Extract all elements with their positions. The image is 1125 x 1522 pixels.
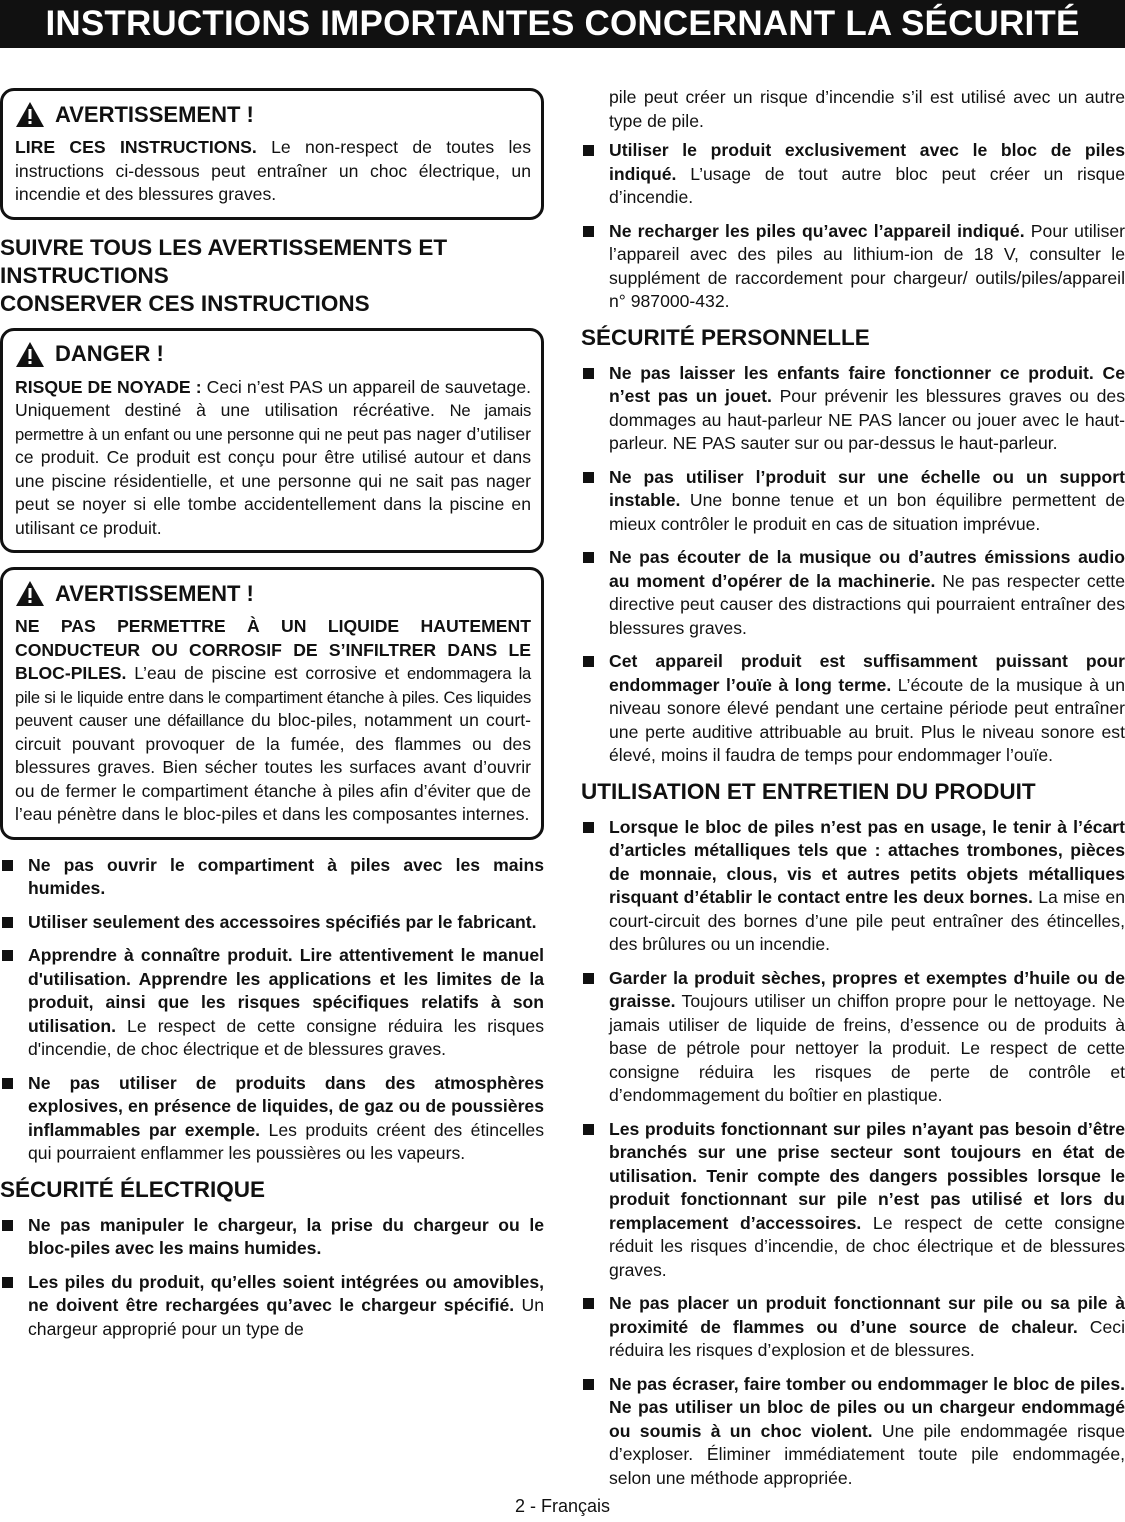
square-bullet-icon xyxy=(583,1124,594,1135)
battery-list xyxy=(581,86,1125,314)
box-label: AVERTISSEMENT ! xyxy=(55,580,254,606)
page-footer: 2 - Français xyxy=(514,1496,611,1516)
box-text: Le non-respect de toutes les instructions ci-dessous peut entraîner un choc électrique, un incendie et des blessures graves. xyxy=(15,137,532,204)
square-bullet-icon xyxy=(583,1379,594,1390)
square-bullet-icon xyxy=(2,917,13,928)
list-item: Apprendre à connaître produit. Lire attentivement le manuel d'utilisation. Apprendre les applications et les limites de la produit, ainsi que les risques spécifiques relatifs à son utilisation. Le respect de cette consigne réduira les risques d'incendie, de choc électrique et de blessures graves. xyxy=(0,944,544,1062)
box-label: DANGER ! xyxy=(55,341,164,366)
list-item: Utiliser le produit exclusivement avec le bloc de piles indiqué. L’usage de tout autre bloc peut créer un risque d’incendie. xyxy=(581,139,1125,210)
warning-box-instructions xyxy=(0,88,544,220)
general-safety-list xyxy=(0,854,544,1166)
square-bullet-icon xyxy=(583,1298,594,1309)
warning-triangle-icon xyxy=(15,580,45,607)
square-bullet-icon xyxy=(583,368,594,379)
list-item-continued: pile peut créer un risque d’incendie s’il est utilisé avec un autre type de pile. xyxy=(609,87,1125,131)
box-text: L’eau de piscine est corrosive et xyxy=(126,663,400,683)
list-item: Ne pas ouvrir le compartiment à piles avec les mains humides. xyxy=(0,854,544,901)
box-text: pas nager d’utiliser ce produit. Ce produit est conçu pour être utilisé autour et dans une piscine résidentielle, et une personne qui ne sait pas nager peut se noyer si elle tombe accidentellement dans la piscine en utilisant ce produit. xyxy=(15,423,531,538)
section-heading-usage: UTILISATION ET ENTRETIEN DU PRODUIT xyxy=(581,778,1036,804)
square-bullet-icon xyxy=(2,950,13,961)
box-bold-text: LIRE CES INSTRUCTIONS. xyxy=(15,137,257,157)
box-text: Ne jamais permettre à un enfant ou une personne qui ne peut xyxy=(15,401,531,444)
square-bullet-icon xyxy=(583,552,594,563)
box-bold-text: RISQUE DE NOYADE : xyxy=(15,376,202,397)
list-item: Les piles du produit, qu’elles soient intégrées ou amovibles, ne doivent être rechargées qu’avec le chargeur spécifié. Un chargeur approprié pour un type de xyxy=(0,1271,544,1342)
square-bullet-icon xyxy=(2,1220,13,1231)
list-item: Ne recharger les piles qu’avec l’appareil indiqué. Pour utiliser l’appareil avec des piles au lithium-ion de 18 V, consulter le supplément de raccordement pour chargeur/ outils/piles/appareil n° 987000-432. xyxy=(581,220,1125,314)
square-bullet-icon xyxy=(583,472,594,483)
section-heading-personal: SÉCURITÉ PERSONNELLE xyxy=(581,324,870,350)
list-item: Garder la produit sèches, propres et exemptes d’huile ou de graisse. Toujours utiliser un chiffon propre pour le nettoyage. Ne jamais utiliser de liquide de freins, d’essence ou de produits à base de pétrole pour nettoyer la produit. Le respect de cette consigne réduira les risques de perte de contrôle et d’endommagement du boîtier en plastique. xyxy=(581,967,1125,1108)
list-item: Ne pas utiliser de produits dans des atmosphères explosives, en présence de liquides, de gaz ou de poussières inflammables par exemple. Les produits créent des étincelles qui pourraient enflammer les poussières ou les vapeurs. xyxy=(0,1072,544,1166)
list-item: Ne pas placer un produit fonctionnant sur pile ou sa pile à proximité de flammes ou d’une source de chaleur. Ceci réduira les risques d’explosion et de blessures. xyxy=(581,1292,1125,1363)
list-item: Les produits fonctionnant sur piles n’ayant pas besoin d’être branchés sur une prise secteur sont toujours en état de utilisation. Tenir compte des dangers possibles lorsque le produit fonctionnant sur pile n’est pas utilisé et lors du remplacement d’accessoires. Le respect de cette consigne réduit les risques d’incendie, de choc électrique et de blessures graves. xyxy=(581,1118,1125,1283)
list-item: Ne pas écouter de la musique ou d’autres émissions audio au moment d’opérer de la machinerie. Ne pas respecter cette directive peut causer des distractions qui pourraient entraîner des blessures graves. xyxy=(581,546,1125,640)
square-bullet-icon xyxy=(583,822,594,833)
box-text: endommagera la pile si le liquide entre dans le compartiment étanche à piles. Ces liquides peuvent causer une défaillance xyxy=(15,664,531,730)
box-text: Ceci n’est PAS un appareil de sauvetage. Uniquement destiné à une utilisation récréative. xyxy=(15,376,531,420)
box-label: AVERTISSEMENT ! xyxy=(55,101,254,127)
square-bullet-icon xyxy=(583,656,594,667)
box-text: du bloc-piles, notamment un court-circuit pouvant provoquer de la fumée, des flammes ou des blessures graves. Bien sécher toutes les surfaces avant d’ouvrir ou de fermer le compartiment étanche à piles afin d’éviter que de l’eau pénètre dans le bloc-piles et dans les composantes internes. xyxy=(15,710,531,824)
list-item: Ne pas laisser les enfants faire fonctionner ce produit. Ce n’est pas un jouet. Pour prévenir les blessures graves ou des dommages au haut-parleur NE PAS lancer ou jouer avec le haut-parleur. NE PAS sauter sur ou par-dessus le haut-parleur. xyxy=(581,362,1125,456)
square-bullet-icon xyxy=(2,1078,13,1089)
left-column xyxy=(0,88,544,1351)
list-item: Cet appareil produit est suffisamment puissant pour endommager l’ouïe à long terme. L’écoute de la musique à un niveau sonore élevé pendant une certaine période peut entraîner une perte auditive attribuable au bruit. Plus le niveau sonore est élevé, moins il faudra de temps pour endommager l’ouïe. xyxy=(581,650,1125,768)
personal-safety-list xyxy=(581,362,1125,768)
square-bullet-icon xyxy=(2,860,13,871)
electrical-safety-list xyxy=(0,1214,544,1342)
section-heading-electrical: SÉCURITÉ ÉLECTRIQUE xyxy=(0,1176,266,1202)
square-bullet-icon xyxy=(2,1277,13,1288)
box-bold-text: NE PAS PERMETTRE À UN LIQUIDE HAUTEMENT CONDUCTEUR OU CORROSIF DE S’INFILTRER DANS LE BLOC-PILES. xyxy=(15,616,531,683)
square-bullet-icon xyxy=(583,145,594,156)
square-bullet-icon xyxy=(583,226,594,237)
list-item: Ne pas utiliser l’produit sur une échelle ou un support instable. Une bonne tenue et un bon équilibre permettent de mieux contrôler le produit en cas de situation imprévue. xyxy=(581,466,1125,537)
warning-triangle-icon xyxy=(15,341,45,368)
list-item: Ne pas écraser, faire tomber ou endommager le bloc de piles. Ne pas utiliser un bloc de piles ou un chargeur endommagé ou soumis à un choc violent. Une pile endommagée risque d’exploser. Éliminer immédiatement toute pile endommagée, selon une méthode appropriée. xyxy=(581,1373,1125,1491)
right-column xyxy=(581,86,1125,1500)
usage-care-list xyxy=(581,816,1125,1491)
square-bullet-icon xyxy=(583,973,594,984)
danger-box-drowning xyxy=(0,328,544,554)
list-item: Ne pas manipuler le chargeur, la prise du chargeur ou le bloc-piles avec les mains humides. xyxy=(0,1214,544,1261)
list-item: Utiliser seulement des accessoires spécifiés par le fabricant. xyxy=(0,911,544,935)
list-item: Lorsque le bloc de piles n’est pas en usage, le tenir à l’écart d’articles métalliques tels que : attaches trombones, pièces de monnaie, clous, vis et autres petits objets métalliques risquant d’établir le contact entre les deux bornes. La mise en court-circuit des bornes d’une pile peut entraîner des étincelles, des brûlures ou un incendie. xyxy=(581,816,1125,957)
page-title: INSTRUCTIONS IMPORTANTES CONCERNANT LA SÉCURITÉ xyxy=(0,0,1125,48)
warning-triangle-icon xyxy=(15,101,45,128)
section-heading-follow-instructions: SUIVRE TOUS LES AVERTISSEMENTS ET INSTRUCTIONS CONSERVER CES INSTRUCTIONS xyxy=(0,234,448,316)
warning-box-liquid xyxy=(0,567,544,840)
